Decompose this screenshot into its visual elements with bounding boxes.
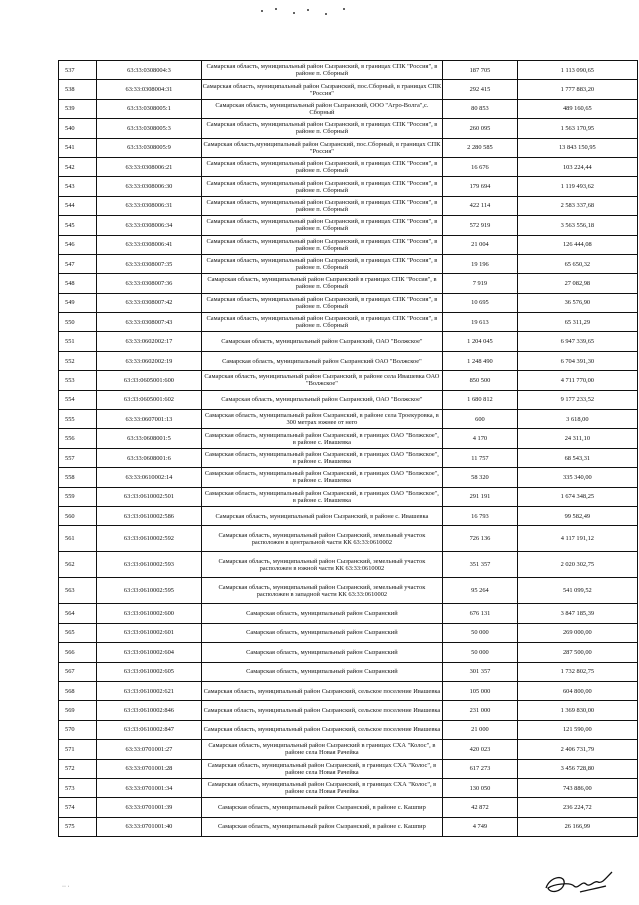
cadastral-number: 63:33:0701001:27 xyxy=(97,740,201,759)
plot-address: Самарская область, муниципальный район Сызранский xyxy=(201,643,443,662)
cadastral-number: 63:33:0308005:9 xyxy=(97,138,201,157)
row-number: 551 xyxy=(59,332,97,351)
cadastral-number: 63:33:0308004:31 xyxy=(97,80,201,99)
cadastral-number: 63:33:0607001:13 xyxy=(97,410,201,429)
cadastral-value: 604 800,00 xyxy=(517,681,637,700)
plot-address: Самарская область, муниципальный район Сызранский ОАО "Волжское" xyxy=(201,351,443,370)
plot-area: 1 248 490 xyxy=(443,351,518,370)
cadastral-number: 63:33:0701001:34 xyxy=(97,778,201,797)
cadastral-number: 63:33:0602002:19 xyxy=(97,351,201,370)
row-number: 560 xyxy=(59,506,97,525)
cadastral-number: 63:33:0610002:595 xyxy=(97,578,201,604)
table-row xyxy=(59,487,638,506)
table-row xyxy=(59,681,638,700)
scan-artifact-marks xyxy=(255,4,365,18)
row-number: 562 xyxy=(59,552,97,578)
cadastral-value: 99 582,49 xyxy=(517,506,637,525)
cadastral-value: 6 947 339,65 xyxy=(517,332,637,351)
cadastral-value: 1 369 830,00 xyxy=(517,701,637,720)
plot-area: 58 320 xyxy=(443,468,518,487)
table-row xyxy=(59,623,638,642)
plot-area: 21 000 xyxy=(443,720,518,739)
table-row xyxy=(59,390,638,409)
plot-address: Самарская область, муниципальный район Сызранский, в границах ОАО "Волжское", в районе с. Ивашевка xyxy=(201,487,443,506)
table-row xyxy=(59,80,638,99)
cadastral-value: 3 847 185,39 xyxy=(517,604,637,623)
plot-area: 291 191 xyxy=(443,487,518,506)
table-row xyxy=(59,177,638,196)
row-number: 561 xyxy=(59,526,97,552)
cadastral-value: 541 099,52 xyxy=(517,578,637,604)
plot-address: Самарская область, муниципальный район Сызранский, в районе с. Ивашевка xyxy=(201,506,443,525)
row-number: 545 xyxy=(59,216,97,235)
row-number: 556 xyxy=(59,429,97,448)
plot-address: Самарская область, муниципальный район Сызранский xyxy=(201,604,443,623)
cadastral-value: 335 340,00 xyxy=(517,468,637,487)
cadastral-value: 121 590,00 xyxy=(517,720,637,739)
plot-address: Самарская область, муниципальный район Сызранский, земельный участок расположен в центральной части КК 63:33:0610002 xyxy=(201,526,443,552)
cadastral-value: 65 650,32 xyxy=(517,254,637,273)
cadastral-value: 1 732 802,75 xyxy=(517,662,637,681)
table-row xyxy=(59,468,638,487)
row-number: 574 xyxy=(59,798,97,817)
plot-address: Самарская область,муниципальный район Сызранский, пос.Сборный, в границах СПК "Россия" xyxy=(201,138,443,157)
cadastral-number: 63:33:0608001:6 xyxy=(97,448,201,467)
plot-area: 1 680 812 xyxy=(443,390,518,409)
plot-address: Самарская область, муниципальный район Сызранский, в границах СПК "Россия", в районе п. Сборный xyxy=(201,254,443,273)
plot-area: 850 500 xyxy=(443,371,518,390)
table-row xyxy=(59,552,638,578)
cadastral-value: 287 500,00 xyxy=(517,643,637,662)
plot-address: Самарская область, муниципальный район Сызранский, в границах СПК "Россия", в районе п. Сборный xyxy=(201,235,443,254)
cadastral-value: 126 444,08 xyxy=(517,235,637,254)
plot-address: Самарская область, муниципальный район Сызранский, в границах СПК "Россия", в районе п. Сборный xyxy=(201,313,443,332)
cadastral-value: 4 117 191,12 xyxy=(517,526,637,552)
row-number: 571 xyxy=(59,740,97,759)
cadastral-number: 63:33:0610002:621 xyxy=(97,681,201,700)
table-row xyxy=(59,701,638,720)
plot-address: Самарская область, муниципальный район Сызранский, в границах СПК "Россия", в районе п. Сборный xyxy=(201,196,443,215)
plot-address: Самарская область, муниципальный район Сызранский, в границах СПК "Россия", в районе п. Сборный xyxy=(201,61,443,80)
plot-address: Самарская область, муниципальный район Сызранский, сельское поселение Ивашевка xyxy=(201,720,443,739)
plot-address: Самарская область, муниципальный район Сызранский, в границах СПК "Россия", в районе п. Сборный xyxy=(201,216,443,235)
cadastral-value: 3 563 556,18 xyxy=(517,216,637,235)
row-number: 567 xyxy=(59,662,97,681)
row-number: 564 xyxy=(59,604,97,623)
cadastral-value: 1 563 170,95 xyxy=(517,119,637,138)
plot-area: 572 919 xyxy=(443,216,518,235)
cadastral-number: 63:33:0605001:602 xyxy=(97,390,201,409)
row-number: 543 xyxy=(59,177,97,196)
cadastral-number: 63:33:0610002:501 xyxy=(97,487,201,506)
plot-area: 10 695 xyxy=(443,293,518,312)
cadastral-number: 63:33:0308006:41 xyxy=(97,235,201,254)
plot-area: 11 757 xyxy=(443,448,518,467)
table-row xyxy=(59,293,638,312)
table-row xyxy=(59,157,638,176)
row-number: 569 xyxy=(59,701,97,720)
cadastral-number: 63:33:0308007:36 xyxy=(97,274,201,293)
plot-address: Самарская область, муниципальный район Сызранский, в границах СХА "Колос", в районе села Новая Рачейка xyxy=(201,778,443,797)
cadastral-number: 63:33:0308006:21 xyxy=(97,157,201,176)
table-row xyxy=(59,720,638,739)
plot-area: 19 196 xyxy=(443,254,518,273)
plot-address: Самарская область, муниципальный район Сызранский, ОАО "Волжское" xyxy=(201,390,443,409)
table-row xyxy=(59,351,638,370)
cadastral-number: 63:33:0608001:5 xyxy=(97,429,201,448)
cadastral-value: 2 020 302,75 xyxy=(517,552,637,578)
plot-area: 16 793 xyxy=(443,506,518,525)
plot-area: 21 004 xyxy=(443,235,518,254)
cadastral-number: 63:33:0308007:42 xyxy=(97,293,201,312)
plot-address: Самарская область, муниципальный район Сызранский, в границах СПК "Россия", в районе п. Сборный xyxy=(201,119,443,138)
cadastral-value: 1 777 883,20 xyxy=(517,80,637,99)
cadastral-number: 63:33:0701001:40 xyxy=(97,817,201,836)
cadastral-value: 236 224,72 xyxy=(517,798,637,817)
cadastral-value: 1 119 493,62 xyxy=(517,177,637,196)
row-number: 547 xyxy=(59,254,97,273)
cadastral-value: 68 543,31 xyxy=(517,448,637,467)
table-row xyxy=(59,740,638,759)
table-row xyxy=(59,371,638,390)
plot-area: 16 676 xyxy=(443,157,518,176)
table-row xyxy=(59,817,638,836)
table-row xyxy=(59,506,638,525)
cadastral-value: 6 704 391,30 xyxy=(517,351,637,370)
row-number: 541 xyxy=(59,138,97,157)
cadastral-value: 4 711 770,00 xyxy=(517,371,637,390)
plot-area: 4 749 xyxy=(443,817,518,836)
land-plots-table xyxy=(58,60,638,837)
table-row xyxy=(59,448,638,467)
cadastral-number: 63:33:0308005:1 xyxy=(97,99,201,118)
cadastral-number: 63:33:0610002:604 xyxy=(97,643,201,662)
row-number: 544 xyxy=(59,196,97,215)
plot-area: 50 000 xyxy=(443,643,518,662)
plot-address: Самарская область, муниципальный район Сызранский xyxy=(201,662,443,681)
row-number: 555 xyxy=(59,410,97,429)
table-row xyxy=(59,61,638,80)
plot-address: Самарская область, муниципальный район Сызранский, в границах ОАО "Волжское", в районе с. Ивашевка xyxy=(201,429,443,448)
plot-address: Самарская область, муниципальный район Сызранский, сельское поселение Ивашевка xyxy=(201,681,443,700)
row-number: 550 xyxy=(59,313,97,332)
plot-address: Самарская область, муниципальный район Сызранский, в границах СПК "Россия", в районе п. Сборный xyxy=(201,157,443,176)
cadastral-value: 9 177 233,52 xyxy=(517,390,637,409)
table-row xyxy=(59,578,638,604)
cadastral-value: 1 113 090,65 xyxy=(517,61,637,80)
plot-area: 19 613 xyxy=(443,313,518,332)
cadastral-number: 63:33:0610002:600 xyxy=(97,604,201,623)
row-number: 540 xyxy=(59,119,97,138)
table-row xyxy=(59,332,638,351)
cadastral-value: 489 160,65 xyxy=(517,99,637,118)
cadastral-value: 26 166,99 xyxy=(517,817,637,836)
plot-area: 600 xyxy=(443,410,518,429)
cadastral-number: 63:33:0701001:28 xyxy=(97,759,201,778)
plot-area: 301 357 xyxy=(443,662,518,681)
plot-address: Самарская область, муниципальный район Сызранский, в границах ОАО "Волжское", в районе с. Ивашевка xyxy=(201,468,443,487)
plot-area: 187 705 xyxy=(443,61,518,80)
plot-area: 260 095 xyxy=(443,119,518,138)
plot-area: 726 136 xyxy=(443,526,518,552)
row-number: 537 xyxy=(59,61,97,80)
row-number: 546 xyxy=(59,235,97,254)
table-row xyxy=(59,604,638,623)
row-number: 573 xyxy=(59,778,97,797)
cadastral-value: 1 674 348,25 xyxy=(517,487,637,506)
cadastral-number: 63:33:0308004:3 xyxy=(97,61,201,80)
cadastral-number: 63:33:0610002:605 xyxy=(97,662,201,681)
signature-image xyxy=(540,866,620,900)
plot-address: Самарская область, муниципальный район Сызранский xyxy=(201,623,443,642)
cadastral-number: 63:33:0308005:3 xyxy=(97,119,201,138)
table-row xyxy=(59,526,638,552)
table-row xyxy=(59,759,638,778)
row-number: 563 xyxy=(59,578,97,604)
cadastral-number: 63:33:0602002:17 xyxy=(97,332,201,351)
plot-area: 2 280 585 xyxy=(443,138,518,157)
row-number: 570 xyxy=(59,720,97,739)
cadastral-value: 27 082,98 xyxy=(517,274,637,293)
cadastral-value: 2 583 337,68 xyxy=(517,196,637,215)
cadastral-number: 63:33:0605001:600 xyxy=(97,371,201,390)
cadastral-number: 63:33:0610002:601 xyxy=(97,623,201,642)
row-number: 538 xyxy=(59,80,97,99)
plot-address: Самарская область, муниципальный район Сызранский, пос.Сборный, в границах СПК "Россия" xyxy=(201,80,443,99)
plot-area: 4 170 xyxy=(443,429,518,448)
table-row xyxy=(59,662,638,681)
table-row xyxy=(59,778,638,797)
cadastral-number: 63:33:0308006:31 xyxy=(97,196,201,215)
row-number: 565 xyxy=(59,623,97,642)
plot-address: Самарская область, муниципальный район Сызранский, в границах СПК "Россия", в районе п. Сборный xyxy=(201,177,443,196)
plot-address: Самарская область, муниципальный район Сызранский, в районе села Троекуровка, в 300 метрах южнее от него xyxy=(201,410,443,429)
cadastral-number: 63:33:0701001:39 xyxy=(97,798,201,817)
cadastral-number: 63:33:0610002:593 xyxy=(97,552,201,578)
plot-address: Самарская область, муниципальный район Сызранский, в границах СПК "Россия", в районе п. Сборный xyxy=(201,293,443,312)
plot-address: Самарская область, муниципальный район Сызранский, в границах ОАО "Волжское", в районе с. Ивашевка xyxy=(201,448,443,467)
cadastral-value: 13 843 150,95 xyxy=(517,138,637,157)
cadastral-number: 63:33:0308006:34 xyxy=(97,216,201,235)
table-row xyxy=(59,138,638,157)
table-row xyxy=(59,643,638,662)
cadastral-number: 63:33:0610002:847 xyxy=(97,720,201,739)
table-row xyxy=(59,235,638,254)
table-row xyxy=(59,429,638,448)
plot-area: 422 114 xyxy=(443,196,518,215)
plot-area: 179 694 xyxy=(443,177,518,196)
plot-address: Самарская область, муниципальный район Сызранский, в границах СХА "Колос", в районе села Новая Рачейка xyxy=(201,759,443,778)
plot-area: 231 000 xyxy=(443,701,518,720)
cadastral-number: 63:33:0610002:846 xyxy=(97,701,201,720)
plot-area: 130 050 xyxy=(443,778,518,797)
plot-address: Самарская область, муниципальный район Сызранский, земельный участок расположен в южной части КК 63:33:0610002 xyxy=(201,552,443,578)
table-row xyxy=(59,99,638,118)
plot-address: Самарская область, муниципальный район Сызранский, в районе села Ивашевка ОАО "Волжское" xyxy=(201,371,443,390)
cadastral-number: 63:33:0610002:14 xyxy=(97,468,201,487)
row-number: 558 xyxy=(59,468,97,487)
cadastral-value: 2 406 731,79 xyxy=(517,740,637,759)
cadastral-number: 63:33:0610002:586 xyxy=(97,506,201,525)
plot-address: Самарская область, муниципальный район Сызранский, в районе с. Кашпир xyxy=(201,817,443,836)
plot-area: 80 853 xyxy=(443,99,518,118)
table-row xyxy=(59,254,638,273)
row-number: 552 xyxy=(59,351,97,370)
plot-area: 105 000 xyxy=(443,681,518,700)
plot-address: Самарская область, муниципальный район Сызранский, в районе с. Кашпир xyxy=(201,798,443,817)
row-number: 553 xyxy=(59,371,97,390)
row-number: 559 xyxy=(59,487,97,506)
plot-area: 351 357 xyxy=(443,552,518,578)
cadastral-number: 63:33:0610002:592 xyxy=(97,526,201,552)
cadastral-value: 3 456 728,80 xyxy=(517,759,637,778)
cadastral-value: 743 886,00 xyxy=(517,778,637,797)
table-row xyxy=(59,313,638,332)
cadastral-number: 63:33:0308006:30 xyxy=(97,177,201,196)
plot-address: Самарская область, муниципальный район Сызранский, сельское поселение Ивашевка xyxy=(201,701,443,720)
table-row xyxy=(59,216,638,235)
plot-area: 1 204 045 xyxy=(443,332,518,351)
cadastral-value: 3 618,00 xyxy=(517,410,637,429)
row-number: 542 xyxy=(59,157,97,176)
row-number: 557 xyxy=(59,448,97,467)
cadastral-value: 65 311,29 xyxy=(517,313,637,332)
table-row xyxy=(59,274,638,293)
plot-address: Самарская область, муниципальный район Сызранский в границах СПК "Россия", в районе п. Сборный xyxy=(201,274,443,293)
cadastral-number: 63:33:0308007:43 xyxy=(97,313,201,332)
row-number: 539 xyxy=(59,99,97,118)
plot-area: 95 264 xyxy=(443,578,518,604)
plot-address: Самарская область, муниципальный район Сызранский, земельный участок расположен в западной части КК 63:33:0610002 xyxy=(201,578,443,604)
table-row xyxy=(59,410,638,429)
plot-area: 617 273 xyxy=(443,759,518,778)
cadastral-value: 269 000,00 xyxy=(517,623,637,642)
plot-area: 7 919 xyxy=(443,274,518,293)
plot-area: 50 000 xyxy=(443,623,518,642)
plot-address: Самарская область, муниципальный район Сызранский, ООО "Агро-Волга",с. Сборный xyxy=(201,99,443,118)
plot-area: 292 415 xyxy=(443,80,518,99)
row-number: 554 xyxy=(59,390,97,409)
row-number: 568 xyxy=(59,681,97,700)
row-number: 575 xyxy=(59,817,97,836)
table-row xyxy=(59,196,638,215)
table-row xyxy=(59,798,638,817)
plot-address: Самарская область, муниципальный район Сызранский в границах СХА "Колос", в районе села Новая Рачейка xyxy=(201,740,443,759)
row-number: 548 xyxy=(59,274,97,293)
row-number: 566 xyxy=(59,643,97,662)
footer-mark: ·· · xyxy=(62,884,70,890)
table-row xyxy=(59,119,638,138)
cadastral-value: 24 311,10 xyxy=(517,429,637,448)
plot-area: 676 131 xyxy=(443,604,518,623)
cadastral-value: 103 224,44 xyxy=(517,157,637,176)
row-number: 549 xyxy=(59,293,97,312)
plot-address: Самарская область, муниципальный район Сызранский, ОАО "Волжское" xyxy=(201,332,443,351)
cadastral-value: 36 576,90 xyxy=(517,293,637,312)
row-number: 572 xyxy=(59,759,97,778)
plot-area: 420 023 xyxy=(443,740,518,759)
cadastral-number: 63:33:0308007:35 xyxy=(97,254,201,273)
plot-area: 42 872 xyxy=(443,798,518,817)
